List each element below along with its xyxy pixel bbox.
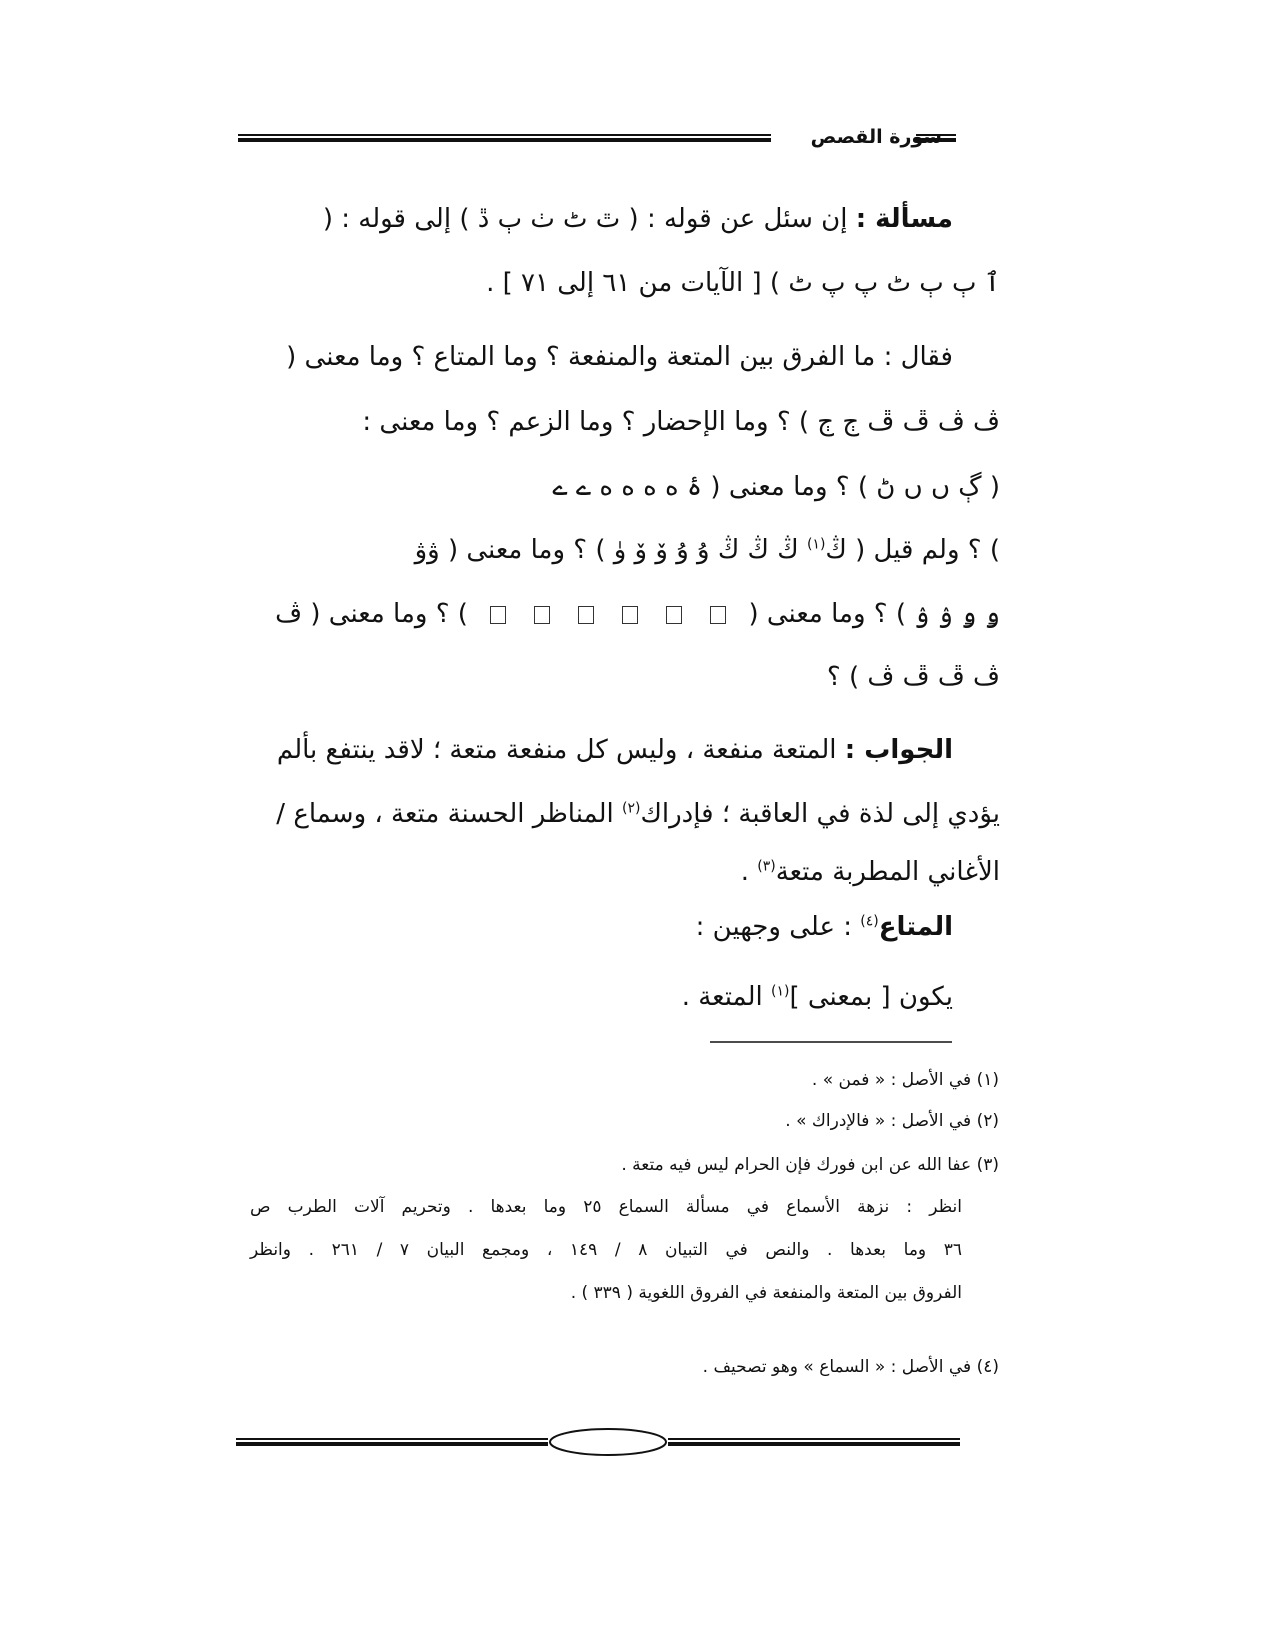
answer-line-1: الجواب : المتعة منفعة ، وليس كل منفعة متعة ؛ لاقد ينتفع بألم bbox=[276, 735, 953, 765]
header-rule-right bbox=[916, 133, 956, 145]
page-footer-ornament bbox=[236, 1424, 960, 1464]
footnote-2: (٢) في الأصل : « فالإدراك » . bbox=[785, 1111, 999, 1131]
footnote-ref-2[interactable]: (٢) bbox=[622, 800, 641, 817]
footnote-ref-4[interactable]: (٤) bbox=[860, 913, 879, 930]
answer-label: الجواب : bbox=[844, 735, 953, 765]
footnote-ref-1[interactable]: (١) bbox=[806, 536, 826, 553]
question-line-1: مسألة : إن سئل عن قوله : ( ٿ ٹ ٺ ٻ ڐ ) إلى قوله : ( bbox=[322, 204, 953, 234]
missing-glyph-box bbox=[710, 606, 726, 624]
missing-glyph-box bbox=[490, 606, 506, 624]
question-line-2: ٱ ٻ ٻ ٹ پ پ ٹ ) [ الآيات من ٦١ إلى ٧١ ] . bbox=[486, 268, 1000, 298]
missing-glyph-box bbox=[578, 606, 594, 624]
footnote-ref-3[interactable]: (٣) bbox=[757, 858, 776, 875]
question-line-6: ) ؟ ولم قيل ( ڭ$^{(١)}$ ڭ ڭ ڭ ۇ ۇ ۆ ۆ ۈ ) ؟ وما معنى ( ۋۋ bbox=[414, 535, 1000, 565]
surah-title: سورة القصص bbox=[810, 126, 942, 148]
question-line-3: فقال : ما الفرق بين المتعة والمنفعة ؟ وما المتاع ؟ وما معنى ( bbox=[286, 342, 953, 372]
question-label: مسألة : bbox=[855, 204, 953, 234]
question-line-5: ( ڳ ں ں ڻ ) ؟ وما معنى ( ۂ ه ه ه ه ے ے bbox=[552, 472, 1000, 502]
question-line-8: ڤ ڦ ڦ ڤ ) ؟ bbox=[826, 662, 1000, 692]
answer-line-4: المتاع$^{(٤)}$ : على وجهين : bbox=[695, 912, 953, 942]
header-rule-left bbox=[238, 133, 771, 145]
footnote-ref-1b[interactable]: (١) bbox=[771, 983, 790, 1000]
footnote-3-cont-2: ٣٦ وما بعدها . والنص في التبيان ٨ / ١٤٩ ، ومجمع البيان ٧ / ٢٦١ . وانظر bbox=[250, 1240, 962, 1260]
answer-line-3: الأغاني المطربة متعة$^{(٣)}$ . bbox=[740, 857, 1000, 887]
footnote-4: (٤) في الأصل : « السماع » وهو تصحيف . bbox=[702, 1357, 999, 1377]
missing-glyph-box bbox=[622, 606, 638, 624]
missing-glyph-box bbox=[534, 606, 550, 624]
answer-line-5: يكون [ بمعنى ]$^{(١)}$ المتعة . bbox=[681, 982, 953, 1012]
missing-glyph-box bbox=[666, 606, 682, 624]
answer-line-2: يؤدي إلى لذة في العاقبة ؛ فإدراك$^{(٢)}$ المناظر الحسنة متعة ، وسماع / bbox=[276, 799, 1000, 829]
footnote-separator bbox=[710, 1041, 952, 1045]
footnote-1: (١) في الأصل : « فمن » . bbox=[811, 1070, 999, 1090]
footnote-3-cont-3: الفروق بين المتعة والمنفعة في الفروق اللغوية ( ٣٣٩ ) . bbox=[570, 1283, 962, 1303]
question-line-4: ڤ ڤ ڦ ڦ ڄ ڄ ) ؟ وما الإحضار ؟ وما الزعم ؟ وما معنى : bbox=[362, 407, 1000, 437]
footnote-3: (٣) عفا الله عن ابن فورك فإن الحرام ليس فيه متعة . bbox=[621, 1155, 999, 1175]
footnote-3-cont-1: انظر : نزهة الأسماع في مسألة السماع ٢٥ وما بعدها . وتحريم آلات الطرب ص bbox=[250, 1197, 962, 1217]
mataa-label: المتاع bbox=[878, 912, 953, 942]
question-line-7: ۅ ۅ ۉ ۉ ) ؟ وما معنى ( ) ؟ وما معنى ( ڤ bbox=[275, 599, 1000, 629]
